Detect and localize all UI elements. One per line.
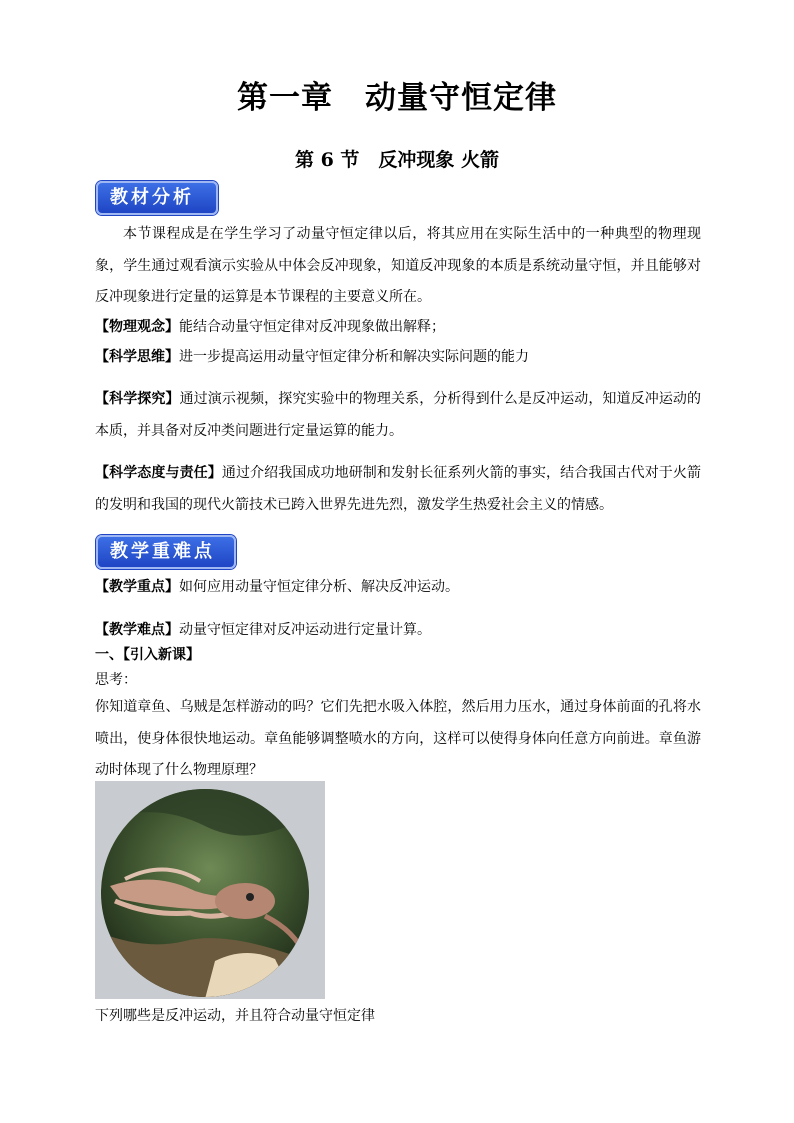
teaching-text: 如何应用动量守恒定律分析、解决反冲运动。 xyxy=(179,579,459,595)
teaching-tag: 【教学难点】 xyxy=(95,622,179,638)
teaching-key-point xyxy=(95,572,701,604)
objective-text: 通过介绍我国成功地研制和发射长征系列火箭的事实，结合我国古代对于火箭的发明和我国的现代火箭技术已跨入世界先进先烈，激发学生热爱社会主义的情感。 xyxy=(95,465,702,513)
bottom-question-line: 下列哪些是反冲运动，并且符合动量守恒定律 xyxy=(95,1008,375,1024)
objective-tag: 【科学思维】 xyxy=(95,349,179,365)
intro-paragraph: 本节课程成是在学生学习了动量守恒定律以后，将其应用在实际生活中的一种典型的物理现象，学生通过观看演示实验从中体会反冲现象，知道反冲现象的本质是系统动量守恒，并且能够对反冲现象进行定量的运算是本节课程的主要意义所在。 xyxy=(95,226,701,305)
section-title: 第 6 节 反冲现象 火箭 xyxy=(294,149,500,171)
chapter-title: 第一章 动量守恒定律 xyxy=(237,80,557,116)
objective-scientific-thinking xyxy=(95,342,701,374)
key-difficult-points-badge: 教学重难点 xyxy=(96,535,236,569)
teaching-tag: 【教学重点】 xyxy=(95,579,179,595)
objective-text: 进一步提高运用动量守恒定律分析和解决实际问题的能力 xyxy=(179,349,529,365)
octopus-photo xyxy=(95,781,325,999)
objective-physics-concept xyxy=(95,312,701,344)
question-paragraph: 你知道章鱼、乌贼是怎样游动的吗？它们先把水吸入体腔，然后用力压水，通过身体前面的孔将水喷出，使身体很快地运动。章鱼能够调整喷水的方向，这样可以使得身体向任意方向前进。章鱼游动时体现了什么物理原理？ xyxy=(95,699,701,778)
objective-tag: 【物理观念】 xyxy=(95,319,179,335)
objective-text: 通过演示视频，探究实验中的物理关系，分析得到什么是反冲运动，知道反冲运动的本质，并具备对反冲类问题进行定量运算的能力。 xyxy=(95,391,702,439)
think-label: 思考： xyxy=(95,672,137,688)
objective-tag: 【科学探究】 xyxy=(95,391,180,407)
objective-text: 能结合动量守恒定律对反冲现象做出解释； xyxy=(179,319,445,335)
new-lesson-heading: 一、【引入新课】 xyxy=(95,647,200,663)
objective-attitude-responsibility xyxy=(95,458,701,521)
teaching-text: 动量守恒定律对反冲运动进行定量计算。 xyxy=(179,622,431,638)
textbook-analysis-badge: 教材分析 xyxy=(96,181,218,215)
objective-scientific-inquiry xyxy=(95,384,701,447)
objective-tag: 【科学态度与责任】 xyxy=(95,465,222,481)
